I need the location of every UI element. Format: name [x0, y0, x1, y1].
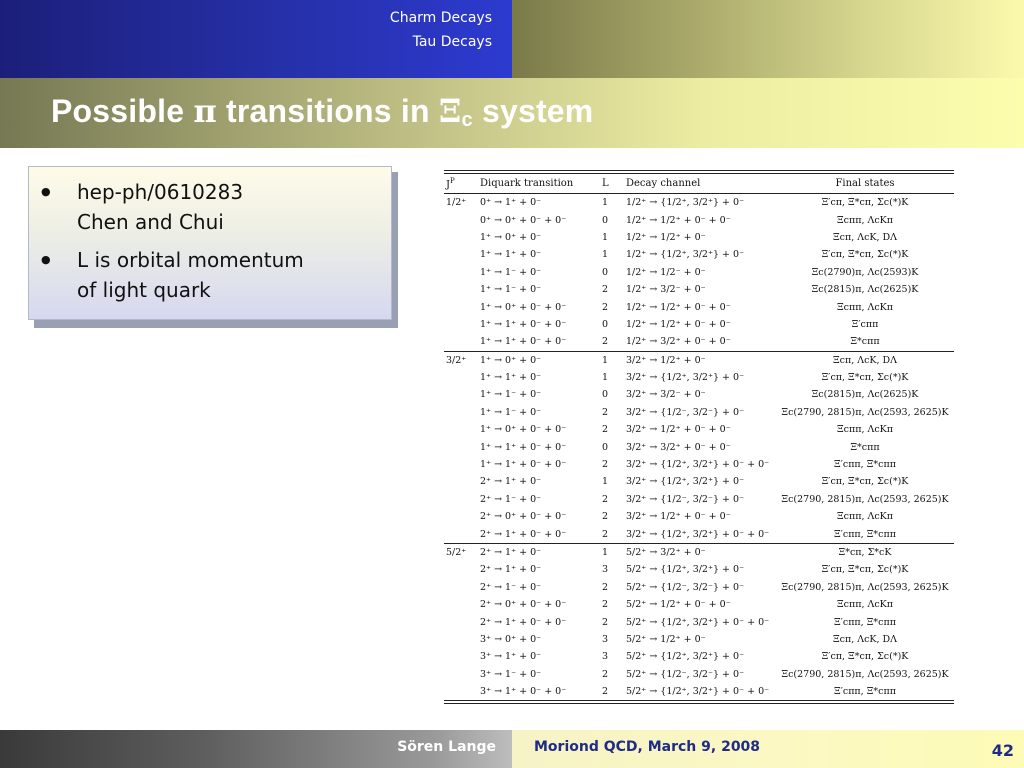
cell-l: 1 — [602, 351, 626, 369]
cell-diquark: 2⁺ → 0⁺ + 0⁻ + 0⁻ — [480, 599, 567, 611]
table-row — [444, 421, 954, 438]
cell-decay: 5/2⁺ → {1/2⁻, 3/2⁻} + 0⁻ — [626, 668, 745, 680]
cell-decay: 1/2⁺ → {1/2⁺, 3/2⁺} + 0⁻ — [626, 197, 745, 209]
table-row — [444, 386, 954, 403]
cell-final-states: Ξc(2790, 2815)π, Λc(2593, 2625)K — [781, 668, 949, 680]
cell-l: 3 — [602, 564, 609, 576]
cell-jp — [444, 666, 480, 683]
cell-final-states: Ξ*cππ — [850, 441, 880, 453]
bullet-reference: ● hep-ph/0610283 Chen and Chui — [41, 177, 391, 237]
cell-jp — [444, 613, 480, 630]
cell-l: 2 — [602, 459, 609, 471]
cell-jp — [444, 229, 480, 246]
cell-diquark: 1⁺ → 0⁺ + 0⁻ + 0⁻ — [480, 424, 567, 436]
cell-diquark: 2⁺ → 1⁻ + 0⁻ — [480, 581, 542, 593]
cell-jp: 1/2⁺ — [446, 197, 467, 209]
cell-decay: 3/2⁺ → {1/2⁺, 3/2⁺} + 0⁻ — [626, 372, 745, 384]
table-row — [444, 438, 954, 455]
cell-l: 2 — [602, 424, 609, 436]
table-row — [444, 194, 954, 212]
col-header-l: L — [602, 174, 626, 194]
cell-diquark: 1⁺ → 1⁻ + 0⁻ — [480, 389, 542, 401]
header-right-panel — [512, 0, 1024, 78]
table-row — [444, 579, 954, 596]
cell-diquark: 2⁺ → 1⁺ + 0⁻ + 0⁻ — [480, 616, 567, 628]
cell-jp — [444, 211, 480, 228]
table-row — [444, 404, 954, 421]
table-row — [444, 456, 954, 473]
cell-final-states: Ξc(2790, 2815)π, Λc(2593, 2625)K — [781, 406, 949, 418]
cell-decay: 3/2⁺ → 1/2⁺ + 0⁻ — [626, 351, 776, 369]
table-row — [444, 264, 954, 281]
cell-jp — [444, 561, 480, 578]
cell-final-states: Ξ′cππ — [851, 318, 879, 330]
cell-decay: 1/2⁺ → 1/2⁺ + 0⁻ + 0⁻ — [626, 301, 731, 313]
cell-diquark: 3⁺ → 0⁺ + 0⁻ — [480, 633, 542, 645]
cell-l: 1 — [602, 249, 609, 261]
cell-final-states: Ξ*cππ — [850, 336, 880, 348]
cell-diquark: 1⁺ → 0⁺ + 0⁻ — [480, 351, 602, 369]
table-row — [444, 648, 954, 665]
cell-l: 0 — [602, 266, 609, 278]
cell-diquark: 1⁺ → 1⁺ + 0⁻ — [480, 249, 542, 261]
cell-final-states: Ξ′cπ, Ξ*cπ, Σc(*)K — [821, 197, 909, 209]
table-row — [444, 229, 954, 246]
bullet-definition: ● L is orbital momentum of light quark — [41, 245, 391, 305]
cell-final-states: Ξc(2790, 2815)π, Λc(2593, 2625)K — [781, 581, 949, 593]
bullet-list — [29, 167, 391, 305]
footer-left — [0, 730, 512, 768]
table-row — [444, 281, 954, 298]
table-row — [444, 491, 954, 508]
footer-author: Sören Lange — [397, 739, 496, 755]
cell-final-states: Ξ′cπ, Ξ*cπ, Σc(*)K — [821, 249, 909, 261]
cell-diquark: 2⁺ → 1⁺ + 0⁻ — [480, 476, 542, 488]
cell-diquark: 0⁺ → 0⁺ + 0⁻ + 0⁻ — [480, 214, 567, 226]
cell-diquark: 1⁺ → 1⁺ + 0⁻ + 0⁻ — [480, 318, 567, 330]
cell-diquark: 1⁺ → 1⁻ + 0⁻ — [480, 284, 542, 296]
cell-l: 2 — [602, 284, 609, 296]
cell-jp — [444, 333, 480, 351]
table-row — [444, 613, 954, 630]
cell-final-states: Ξcπ, ΛcK, DΛ — [832, 633, 898, 645]
table-row — [444, 508, 954, 525]
cell-l: 2 — [602, 686, 609, 698]
cell-jp — [444, 631, 480, 648]
cell-final-states: Ξcππ, ΛcKπ — [836, 599, 894, 611]
cell-decay: 3/2⁺ → {1/2⁺, 3/2⁺} + 0⁻ + 0⁻ — [626, 459, 770, 471]
cell-jp — [444, 525, 480, 543]
cell-decay: 1/2⁺ → 1/2⁺ + 0⁻ + 0⁻ — [626, 214, 731, 226]
cell-l: 2 — [602, 301, 609, 313]
cell-final-states: Ξcππ, ΛcKπ — [836, 511, 894, 523]
cell-jp — [444, 281, 480, 298]
cell-final-states: Ξ′cππ, Ξ*cππ — [834, 459, 896, 471]
cell-jp — [444, 316, 480, 333]
header-left-panel — [0, 0, 512, 78]
cell-diquark: 1⁺ → 1⁻ + 0⁻ — [480, 406, 542, 418]
footer-event: Moriond QCD, March 9, 2008 — [534, 739, 761, 755]
cell-l: 3 — [602, 633, 609, 645]
cell-decay: 1/2⁺ → 3/2⁻ + 0⁻ — [626, 284, 706, 296]
table-row — [444, 561, 954, 578]
cell-final-states: Ξ′cπ, Ξ*cπ, Σc(*)K — [821, 651, 909, 663]
cell-l: 2 — [602, 599, 609, 611]
cell-decay: 5/2⁺ → {1/2⁺, 3/2⁺} + 0⁻ + 0⁻ — [626, 686, 770, 698]
table-row — [444, 246, 954, 263]
table-header-row — [444, 174, 954, 194]
cell-l: 2 — [602, 336, 609, 348]
slide-title: Possible π transitions in $\Xi_c$ system — [51, 92, 594, 131]
nav-link-charm-decays[interactable]: Charm Decays — [389, 10, 492, 26]
cell-diquark: 1⁺ → 1⁻ + 0⁻ — [480, 266, 542, 278]
cell-l: 2 — [602, 581, 609, 593]
table-row — [444, 211, 954, 228]
table-row — [444, 631, 954, 648]
table-row — [444, 525, 954, 543]
col-header-diquark: Diquark transition — [480, 174, 602, 194]
cell-jp: 3/2⁺ — [444, 351, 480, 369]
cell-diquark: 2⁺ → 0⁺ + 0⁻ + 0⁻ — [480, 511, 567, 523]
cell-l: 2 — [602, 406, 609, 418]
cell-decay: 1/2⁺ → 1/2⁺ + 0⁻ + 0⁻ — [626, 318, 731, 330]
table-row — [444, 333, 954, 351]
cell-l: 0 — [602, 389, 609, 401]
cell-diquark: 2⁺ → 1⁺ + 0⁻ — [480, 564, 542, 576]
cell-l: 1 — [602, 372, 609, 384]
cell-decay: 3/2⁺ → {1/2⁺, 3/2⁺} + 0⁻ + 0⁻ — [626, 528, 770, 540]
table-row — [444, 543, 954, 561]
cell-jp — [444, 508, 480, 525]
cell-decay: 5/2⁺ → 1/2⁺ + 0⁻ — [626, 633, 706, 645]
page-number: 42 — [991, 741, 1014, 760]
transition-table-figure — [444, 170, 954, 704]
cell-diquark: 2⁺ → 1⁻ + 0⁻ — [480, 493, 542, 505]
cell-final-states: Ξ′cππ, Ξ*cππ — [834, 686, 896, 698]
cell-l: 2 — [602, 493, 609, 505]
nav-link-tau-decays[interactable]: Tau Decays — [412, 34, 492, 50]
table-row — [444, 298, 954, 315]
cell-l: 2 — [602, 668, 609, 680]
cell-l: 1 — [602, 231, 609, 243]
cell-jp — [444, 596, 480, 613]
text-box — [28, 166, 392, 320]
cell-diquark: 3⁺ → 1⁺ + 0⁻ + 0⁻ — [480, 686, 567, 698]
cell-l: 1 — [602, 476, 609, 488]
cell-jp — [444, 404, 480, 421]
cell-final-states: Ξcππ, ΛcKπ — [836, 301, 894, 313]
title-divider — [0, 148, 1024, 150]
cell-jp — [444, 683, 480, 700]
cell-diquark: 1⁺ → 1⁺ + 0⁻ + 0⁻ — [480, 459, 567, 471]
cell-decay: 3/2⁺ → {1/2⁺, 3/2⁺} + 0⁻ — [626, 476, 745, 488]
cell-jp — [444, 579, 480, 596]
cell-l: 1 — [602, 543, 626, 561]
col-header-final: Final states — [776, 174, 954, 194]
cell-l: 3 — [602, 651, 609, 663]
cell-l: 2 — [602, 528, 609, 540]
cell-decay: 5/2⁺ → {1/2⁺, 3/2⁺} + 0⁻ — [626, 564, 745, 576]
cell-final-states: Ξ′cπ, Ξ*cπ, Σc(*)K — [821, 372, 909, 384]
cell-diquark: 3⁺ → 1⁻ + 0⁻ — [480, 668, 542, 680]
cell-decay: 1/2⁺ → {1/2⁺, 3/2⁺} + 0⁻ — [626, 249, 745, 261]
xi-symbol: Ξ — [438, 92, 462, 130]
cell-decay: 1/2⁺ → 1/2⁻ + 0⁻ — [626, 266, 706, 278]
cell-diquark: 2⁺ → 1⁺ + 0⁻ — [480, 543, 602, 561]
table-row — [444, 351, 954, 369]
cell-diquark: 2⁺ → 1⁺ + 0⁻ + 0⁻ — [480, 528, 567, 540]
cell-diquark: 1⁺ → 1⁺ + 0⁻ + 0⁻ — [480, 336, 567, 348]
transition-table — [444, 174, 954, 700]
cell-final-states: Ξ*cπ, Σ*cK — [776, 543, 954, 561]
cell-l: 1 — [602, 197, 609, 209]
cell-jp — [444, 246, 480, 263]
cell-jp — [444, 456, 480, 473]
cell-diquark: 1⁺ → 0⁺ + 0⁻ + 0⁻ — [480, 301, 567, 313]
cell-l: 0 — [602, 214, 609, 226]
cell-jp — [444, 264, 480, 281]
cell-jp — [444, 648, 480, 665]
table-row — [444, 683, 954, 700]
cell-decay: 3/2⁺ → 1/2⁺ + 0⁻ + 0⁻ — [626, 511, 731, 523]
cell-decay: 5/2⁺ → {1/2⁺, 3/2⁺} + 0⁻ + 0⁻ — [626, 616, 770, 628]
cell-jp — [444, 386, 480, 403]
table-row — [444, 369, 954, 386]
cell-final-states: Ξc(2815)π, Λc(2625)K — [811, 389, 919, 401]
cell-diquark: 1⁺ → 1⁺ + 0⁻ — [480, 372, 542, 384]
cell-final-states: Ξ′cππ, Ξ*cππ — [834, 528, 896, 540]
cell-final-states: Ξ′cπ, Ξ*cπ, Σc(*)K — [821, 476, 909, 488]
cell-jp — [444, 491, 480, 508]
cell-final-states: Ξcππ, ΛcKπ — [836, 424, 894, 436]
cell-decay: 3/2⁺ → {1/2⁻, 3/2⁻} + 0⁻ — [626, 406, 745, 418]
cell-decay: 3/2⁺ → 3/2⁺ + 0⁻ + 0⁻ — [626, 441, 731, 453]
cell-l: 2 — [602, 616, 609, 628]
cell-decay: 1/2⁺ → 1/2⁺ + 0⁻ — [626, 231, 706, 243]
cell-final-states: Ξc(2815)π, Λc(2625)K — [811, 284, 919, 296]
cell-decay: 5/2⁺ → {1/2⁺, 3/2⁺} + 0⁻ — [626, 651, 745, 663]
cell-final-states: Ξc(2790)π, Λc(2593)K — [811, 266, 919, 278]
cell-diquark: 3⁺ → 1⁺ + 0⁻ — [480, 651, 542, 663]
section-nav — [390, 6, 492, 54]
cell-decay: 3/2⁺ → 3/2⁻ + 0⁻ — [626, 389, 706, 401]
cell-jp — [444, 298, 480, 315]
cell-l: 2 — [602, 511, 609, 523]
table-row — [444, 596, 954, 613]
cell-final-states: Ξ′cππ, Ξ*cππ — [834, 616, 896, 628]
col-header-decay: Decay channel — [626, 174, 776, 194]
cell-final-states: Ξc(2790, 2815)π, Λc(2593, 2625)K — [781, 493, 949, 505]
cell-final-states: Ξcπ, ΛcK, DΛ — [832, 231, 898, 243]
cell-jp — [444, 438, 480, 455]
cell-decay: 3/2⁺ → 1/2⁺ + 0⁻ + 0⁻ — [626, 424, 731, 436]
pi-symbol: π — [193, 92, 217, 130]
cell-jp: 5/2⁺ — [444, 543, 480, 561]
cell-diquark: 1⁺ → 1⁺ + 0⁻ + 0⁻ — [480, 441, 567, 453]
table-row — [444, 316, 954, 333]
cell-diquark: 0⁺ → 1⁺ + 0⁻ — [480, 197, 542, 209]
cell-jp — [444, 369, 480, 386]
table-row — [444, 666, 954, 683]
footer-right — [512, 730, 1024, 768]
col-header-jp: $J^P$ — [444, 174, 480, 194]
cell-l: 0 — [602, 318, 609, 330]
cell-l: 0 — [602, 441, 609, 453]
cell-jp — [444, 473, 480, 490]
cell-jp — [444, 421, 480, 438]
cell-decay: 5/2⁺ → {1/2⁻, 3/2⁻} + 0⁻ — [626, 581, 745, 593]
cell-final-states: Ξcπ, ΛcK, DΛ — [776, 351, 954, 369]
cell-decay: 1/2⁺ → 3/2⁺ + 0⁻ + 0⁻ — [626, 336, 731, 348]
cell-decay: 5/2⁺ → 3/2⁺ + 0⁻ — [626, 543, 776, 561]
table-row — [444, 473, 954, 490]
cell-final-states: Ξ′cπ, Ξ*cπ, Σc(*)K — [821, 564, 909, 576]
cell-decay: 3/2⁺ → {1/2⁻, 3/2⁻} + 0⁻ — [626, 493, 745, 505]
cell-decay: 5/2⁺ → 1/2⁺ + 0⁻ + 0⁻ — [626, 599, 731, 611]
cell-final-states: Ξcππ, ΛcKπ — [836, 214, 894, 226]
cell-diquark: 1⁺ → 0⁺ + 0⁻ — [480, 231, 542, 243]
